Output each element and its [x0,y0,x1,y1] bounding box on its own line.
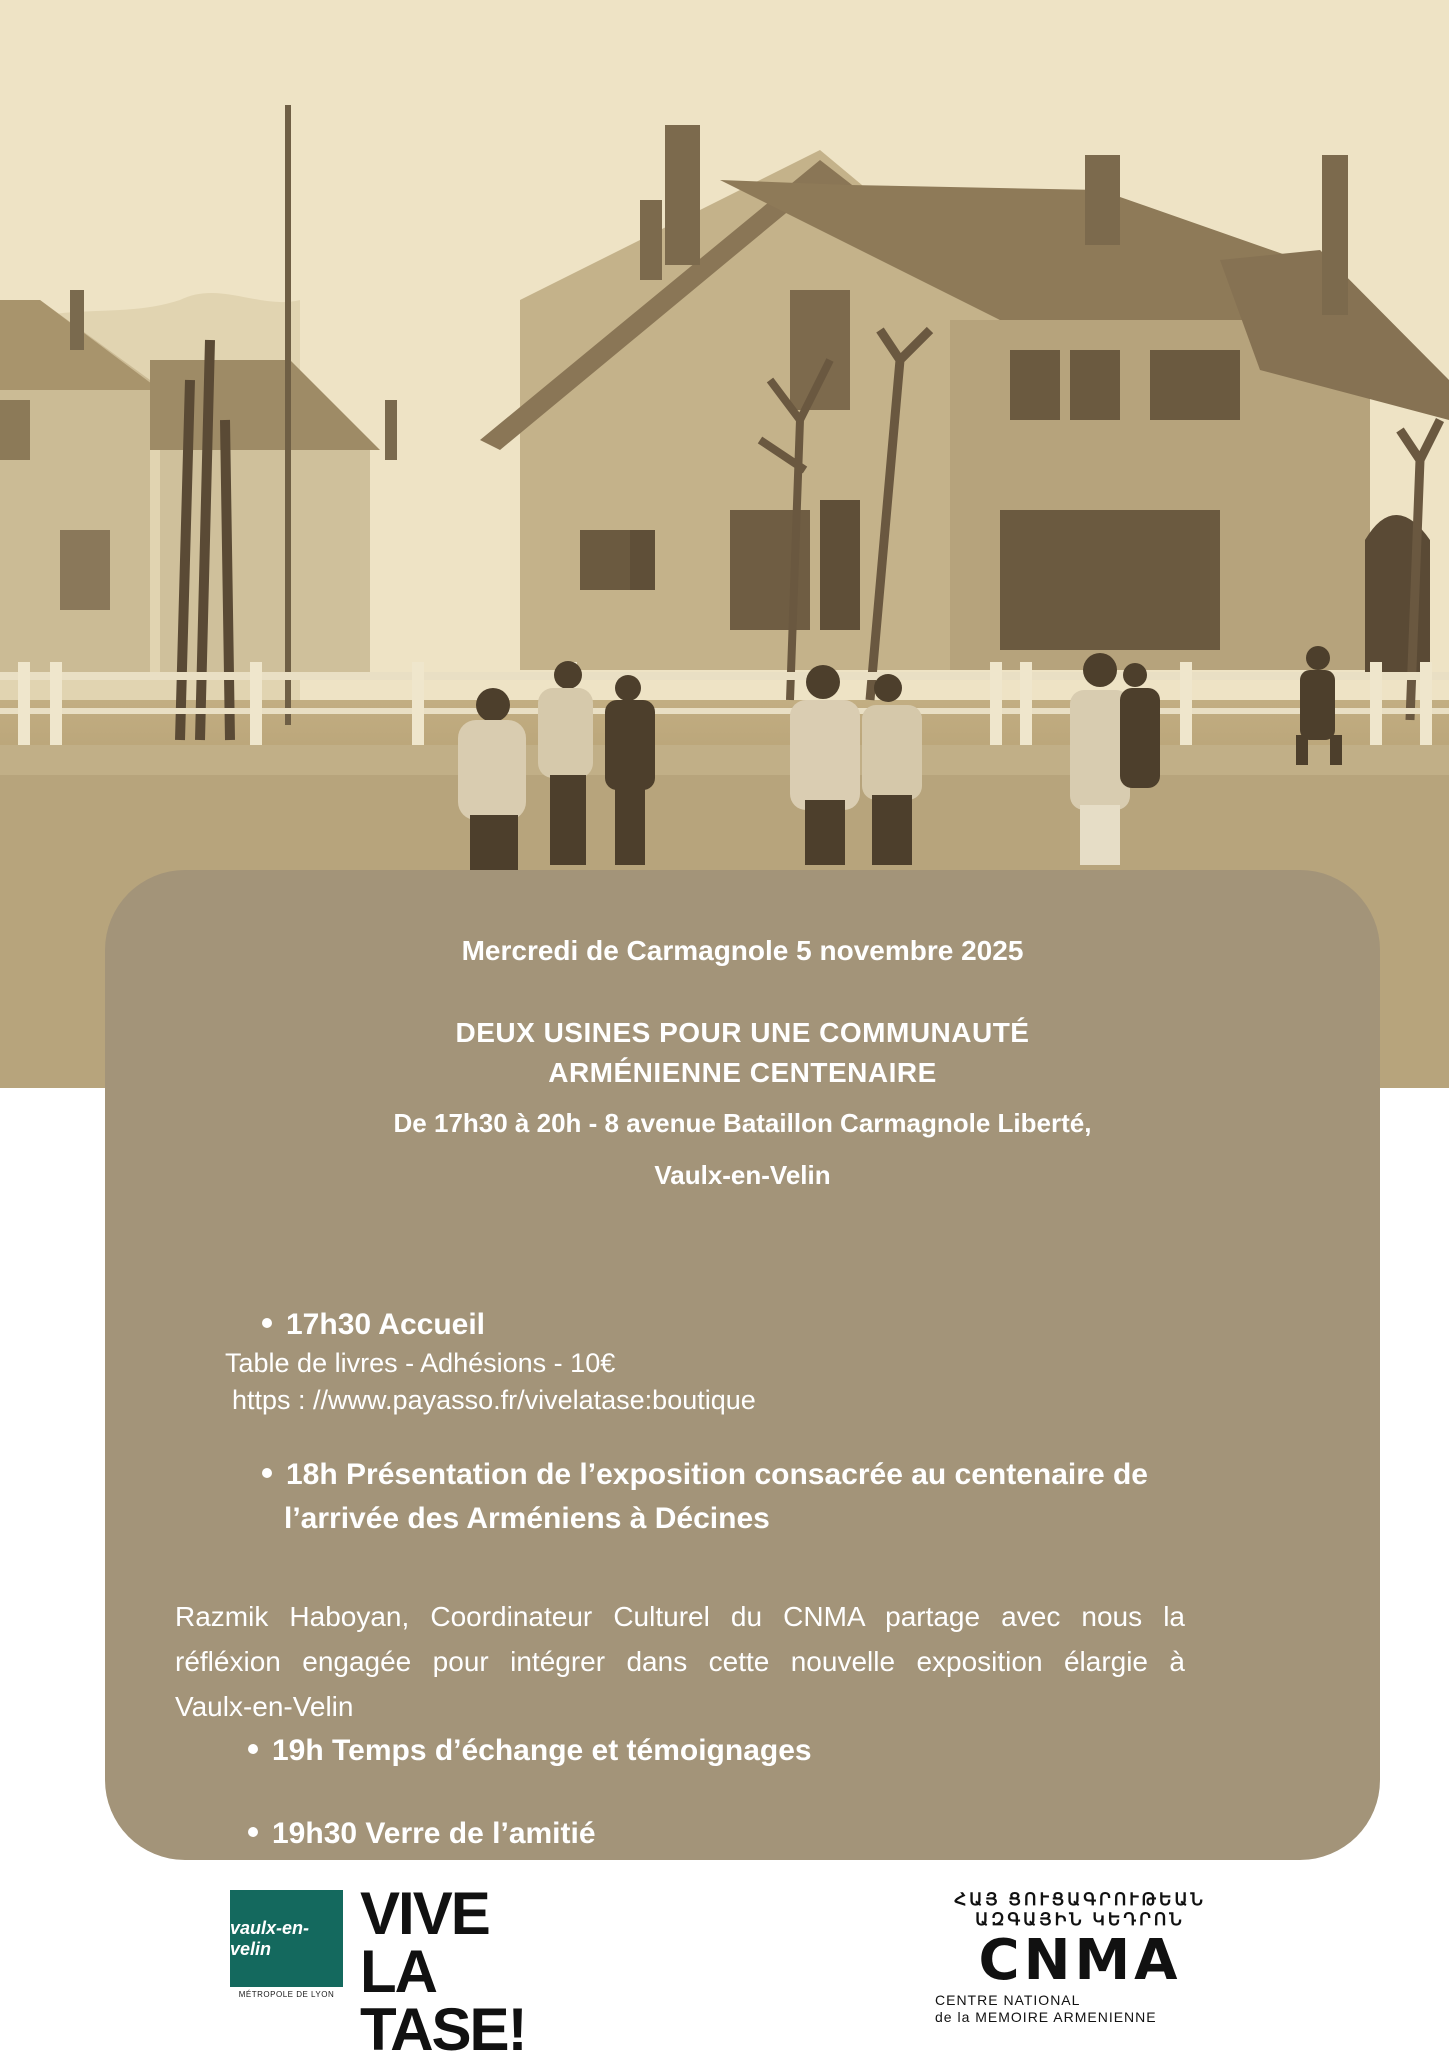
program-item-welcome-label: 17h30 Accueil [286,1308,485,1341]
program-item-welcome-link[interactable]: https : //www.payasso.fr/vivelatase:boutique [232,1385,756,1415]
presentation-description [175,1594,1185,1729]
cnma-full-name [935,1992,1235,2026]
cnma-armenian-name [930,1890,1230,1930]
description-line: Vaulx-en-Velin [175,1691,354,1722]
event-city: Vaulx-en-Velin [654,1160,831,1190]
description-line: réfléxion engagée pour intégrer dans cette nouvelle exposition élargie à [175,1646,1185,1677]
description-line: Razmik Haboyan, Coordinateur Culturel du CNMA partage avec nous la [175,1601,1185,1632]
program-item-welcome-detail: Table de livres - Adhésions - 10€ [225,1348,616,1378]
bullet-icon [248,1744,258,1754]
vaulx-en-velin-name: vaulx-en-velin [230,1917,310,1959]
bullet-icon [248,1827,258,1837]
vive-la-tase-logo [360,1880,530,2063]
vive-la-tase-line1: VIVE LA [360,1880,489,2005]
vive-la-tase-line2: TASE! [360,1996,526,2063]
bullet-icon [262,1468,272,1478]
vaulx-en-velin-logo [230,1890,343,2003]
cnma-full-line1: CENTRE NATIONAL [935,1992,1081,2008]
metropole-label: MÉTROPOLE DE LYON [230,1987,343,2003]
program-item-presentation-label: 18h Présentation de l’exposition consacrée au centenaire de [286,1458,1148,1491]
program-item-drinks-label: 19h30 Verre de l’amitié [272,1817,596,1850]
event-title-line1: DEUX USINES POUR UNE COMMUNAUTÉ [455,1017,1030,1048]
program-item-drinks [248,1817,596,1851]
cnma-full-line2: de la MEMOIRE ARMENIENNE [935,2009,1157,2025]
event-time-place: De 17h30 à 20h - 8 avenue Bataillon Carmagnole Liberté, [393,1108,1092,1138]
program-item-presentation-cont: l’arrivée des Arméniens à Décines [284,1502,770,1535]
bullet-icon [262,1318,272,1328]
cnma-armenian-line1: ՀԱՅ ՑՈՒՑԱԳՐՈՒԹԵԱՆ [954,1890,1206,1909]
event-date: Mercredi de Carmagnole 5 novembre 2025 [461,935,1024,966]
event-title-line2: ARMÉNIENNE CENTENAIRE [548,1057,937,1088]
cnma-armenian-line2: ԱԶԳԱՅԻՆ ԿԵԴՐՈՆ [975,1910,1185,1929]
cnma-logo: CNMA [978,1928,1182,1993]
program-item-exchange-label: 19h Temps d’échange et témoignages [272,1734,812,1767]
program-item-welcome [262,1308,485,1342]
program-item-exchange [248,1734,812,1768]
program-item-presentation [262,1458,1148,1492]
